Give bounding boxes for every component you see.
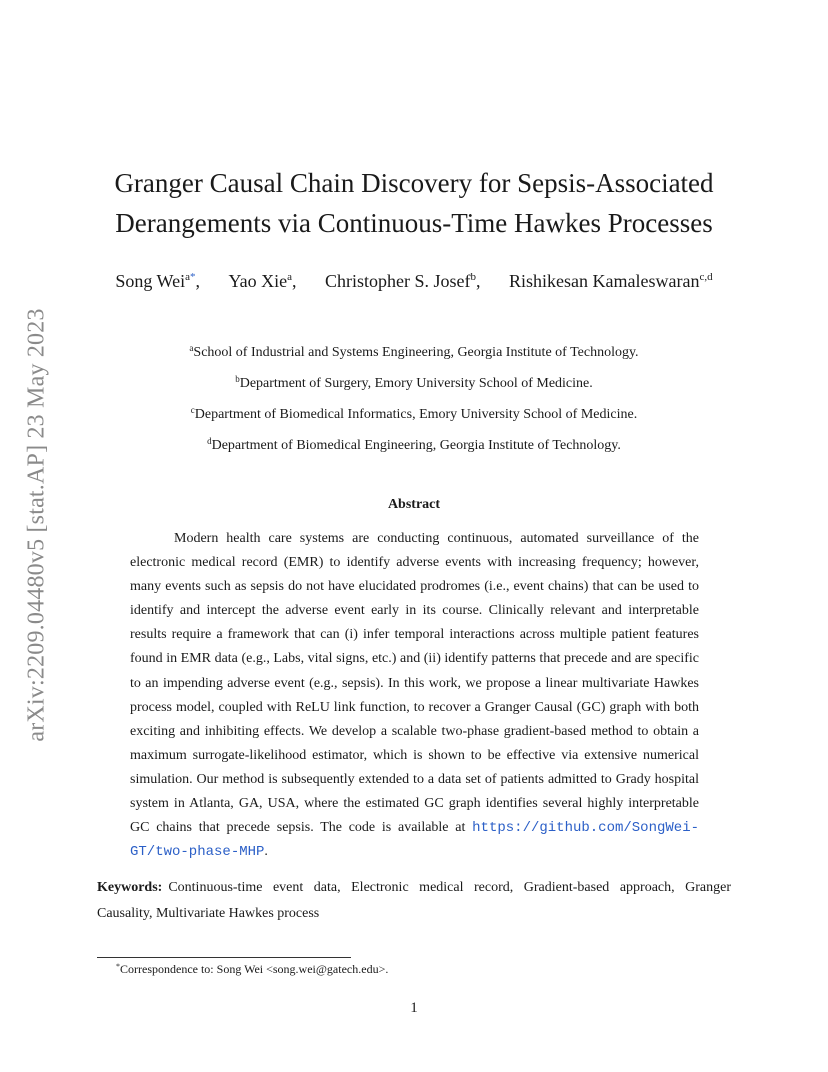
abstract-body: [130, 527, 699, 864]
page-number: 1: [410, 1000, 418, 1016]
affiliation-c: [0, 400, 828, 431]
affiliation-text: School of Industrial and Systems Engineering, Georgia Institute of Technology.: [193, 345, 639, 360]
keywords-text: Continuous-time event data, Electronic medical record, Gradient-based approach, Granger Causality, Multivariate Hawkes process: [97, 880, 731, 921]
author-affiliation-mark: c,d: [699, 271, 713, 283]
affiliation-b: [0, 369, 828, 400]
author-separator: ,: [292, 271, 297, 291]
correspondence-footnote: [116, 962, 388, 977]
affiliation-mark: b: [235, 374, 240, 384]
author-name: Yao Xie: [228, 271, 288, 291]
author-name: Song Wei: [115, 271, 186, 291]
author-song-wei: [115, 271, 200, 292]
author-list: [0, 271, 828, 292]
affiliation-list: [0, 338, 828, 462]
footnote-mark: *: [116, 962, 120, 971]
author-separator: ,: [195, 271, 200, 291]
author-christopher-josef: [325, 271, 481, 292]
author-affiliation-mark: b: [470, 271, 477, 283]
affiliation-text: Department of Biomedical Engineering, Georgia Institute of Technology.: [211, 438, 621, 453]
title-line-2: Derangements via Continuous-Time Hawkes Processes: [115, 208, 713, 238]
footnote-text: Correspondence to: Song Wei <song.wei@gatech.edu>.: [120, 962, 389, 976]
title-line-1: Granger Causal Chain Discovery for Sepsis-Associated: [114, 168, 714, 198]
abstract-text: Modern health care systems are conducting continuous, automated surveillance of the electronic medical record (EMR) to identify adverse events with increasing frequency; however, many events such as sepsis do not have elucidated prodromes (i.e., event chains) that can be used to identify and intercept the adverse event early in its course. Clinically relevant and interpretable results require a framework that can (i) infer temporal interactions across multiple patient features found in EMR data (e.g., Labs, vital signs, etc.) and (ii) identify patterns that precede and are specific to an impending adverse event (e.g., sepsis). In this work, we propose a linear multivariate Hawkes process model, coupled with ReLU link function, to recover a Granger Causal (GC) graph with both exciting and inhibiting effects. We develop a scalable two-phase gradient-based method to obtain a maximum surrogate-likelihood estimator, which is shown to be effective via extensive numerical simulation. Our method is subsequently extended to a data set of patients admitted to Grady hospital system in Atlanta, GA, USA, where the estimated GC graph identifies several highly interpretable GC chains that precede sepsis. The code is available at: [130, 531, 699, 836]
affiliation-mark: a: [189, 343, 194, 353]
affiliation-a: [0, 338, 828, 369]
keywords-label: Keywords:: [97, 880, 163, 895]
affiliation-text: Department of Biomedical Informatics, Emory University School of Medicine.: [194, 407, 638, 422]
abstract-heading: Abstract: [387, 497, 441, 512]
author-affiliation-mark: a: [185, 271, 190, 283]
author-name: Christopher S. Josef: [325, 271, 471, 291]
author-rishikesan-kamaleswaran: [509, 271, 713, 292]
affiliation-mark: c: [190, 405, 195, 415]
abstract-end: .: [264, 844, 268, 860]
affiliation-mark: d: [207, 436, 212, 446]
affiliation-text: Department of Surgery, Emory University School of Medicine.: [239, 376, 593, 391]
correspondence-mark[interactable]: *: [189, 271, 196, 283]
keywords-section: [97, 875, 731, 927]
author-affiliation-mark: a: [287, 271, 293, 283]
footnote-divider: [97, 957, 351, 958]
paper-title: [0, 163, 828, 243]
author-yao-xie: [228, 271, 296, 292]
code-repository-link[interactable]: https://github.com/SongWei-GT/two-phase-MHP: [130, 820, 699, 861]
author-name: Rishikesan Kamaleswaran: [509, 271, 700, 291]
affiliation-d: [0, 431, 828, 462]
author-separator: ,: [476, 271, 481, 291]
arxiv-identifier-stamp: arXiv:2209.04480v5 [stat.AP] 23 May 2023: [23, 308, 50, 742]
